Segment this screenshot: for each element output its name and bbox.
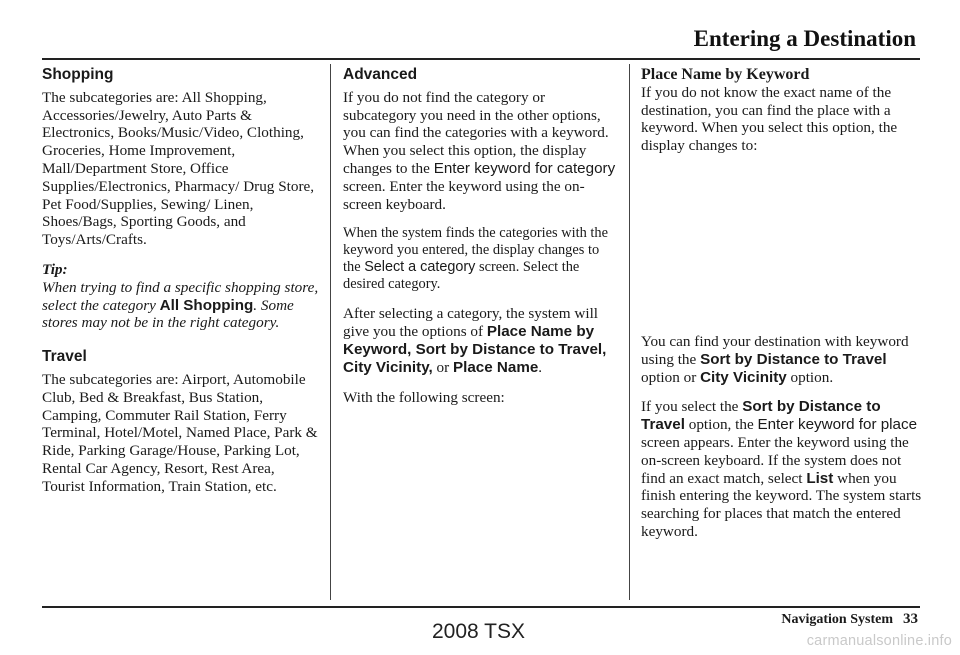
- screen-image-area: [641, 167, 923, 333]
- text: You can find your destination with keyword using the: [641, 332, 909, 368]
- text: screen. Enter the keyword using the on-screen keyboard.: [343, 177, 585, 213]
- footer-rule: [42, 606, 920, 608]
- advanced-paragraph-2: [343, 225, 619, 293]
- column-3: [641, 66, 923, 553]
- list-button-name: List: [806, 469, 834, 487]
- model-watermark: 2008 TSX: [432, 620, 526, 643]
- text: when you finish entering the keyword. The system starts searching for places that match the entered keyword.: [641, 469, 922, 540]
- tip-block: [42, 261, 320, 332]
- text: option or: [641, 368, 701, 386]
- option-name: City Vicinity: [700, 368, 787, 386]
- option-name: Sort by Distance to Travel: [641, 398, 881, 434]
- column-1: [42, 66, 320, 508]
- advanced-heading: Advanced: [343, 66, 418, 83]
- text: or: [432, 358, 453, 376]
- place-name-paragraph-1: If you do not know the exact name of the destination, you can find the place with a keyword. When you select this option, the display changes to:: [641, 83, 898, 155]
- screen-name: Enter keyword for place: [757, 416, 918, 434]
- text: If you do not find the category or subcategory you need in the other options, you can find the categories with a keyword. When you select this option, the display changes to the: [343, 88, 609, 177]
- text: option, the: [684, 416, 758, 434]
- header-rule: [42, 58, 920, 60]
- place-name-paragraph-3: [641, 398, 923, 540]
- column-divider: [330, 64, 331, 600]
- option-name: Place Name: [453, 358, 539, 376]
- text: After selecting a category, the system will give you the options of: [343, 305, 599, 341]
- advanced-paragraph-4: With the following screen:: [343, 388, 505, 406]
- advanced-paragraph-1: [343, 89, 619, 214]
- advanced-paragraph-3: [343, 305, 619, 376]
- text: option.: [786, 368, 834, 386]
- screen-name: Select a category: [364, 259, 476, 276]
- travel-body: The subcategories are: Airport, Automobile Club, Bed & Breakfast, Bus Station, Camping, Commuter Rail Station, Ferry Terminal, Hotel/Motel, Named Place, Park & Ride, Parking Garage/House, Parking Lot, Rental Car Agency, Resort, Rest Area, Tourist Information, Train Station, etc.: [42, 370, 318, 495]
- option-name: Sort by Distance to Travel: [700, 350, 887, 368]
- footer-section: [781, 611, 918, 628]
- shopping-body: The subcategories are: All Shopping, Accessories/Jewelry, Auto Parts & Electronics, Books/Music/Video, Clothing, Groceries, Home Improvement, Mall/Department Store, Office Supplies/Electronics, Pharmacy/ Drug Store, Pet Food/Supplies, Sewing/ Linen, Shoes/Bags, Sporting Goods, and Toys/Arts/Crafts.: [42, 88, 315, 249]
- page-number: 33: [903, 611, 918, 627]
- text: If you select the: [641, 398, 743, 416]
- travel-heading: Travel: [42, 348, 87, 366]
- tip-category: All Shopping: [159, 296, 254, 314]
- section-name: Navigation System: [781, 612, 893, 627]
- place-name-heading: Place Name by Keyword: [641, 66, 810, 83]
- tip-text: When trying to find a specific shopping store, select the category: [42, 278, 319, 314]
- page-title: Entering a Destination: [693, 26, 916, 51]
- option-names: Place Name by Keyword, Sort by Distance to Travel, City Vicinity,: [343, 323, 607, 376]
- site-watermark: carmanualsonline.info: [806, 633, 952, 649]
- tip-label: Tip:: [42, 260, 68, 278]
- shopping-heading: Shopping: [42, 66, 114, 83]
- tip-text-end: . Some stores may not be in the right category.: [42, 296, 294, 332]
- text: When the system finds the categories with the keyword you entered, the display changes to the: [343, 225, 608, 276]
- text: .: [538, 358, 543, 376]
- column-2: [343, 66, 619, 418]
- column-divider: [629, 64, 630, 600]
- screen-name: Enter keyword for category: [433, 159, 616, 177]
- text: screen. Select the desired category.: [343, 259, 580, 293]
- text: screen appears. Enter the keyword using the on-screen keyboard. If the system does not find an exact match, select: [641, 433, 909, 487]
- place-name-paragraph-2: [641, 333, 923, 386]
